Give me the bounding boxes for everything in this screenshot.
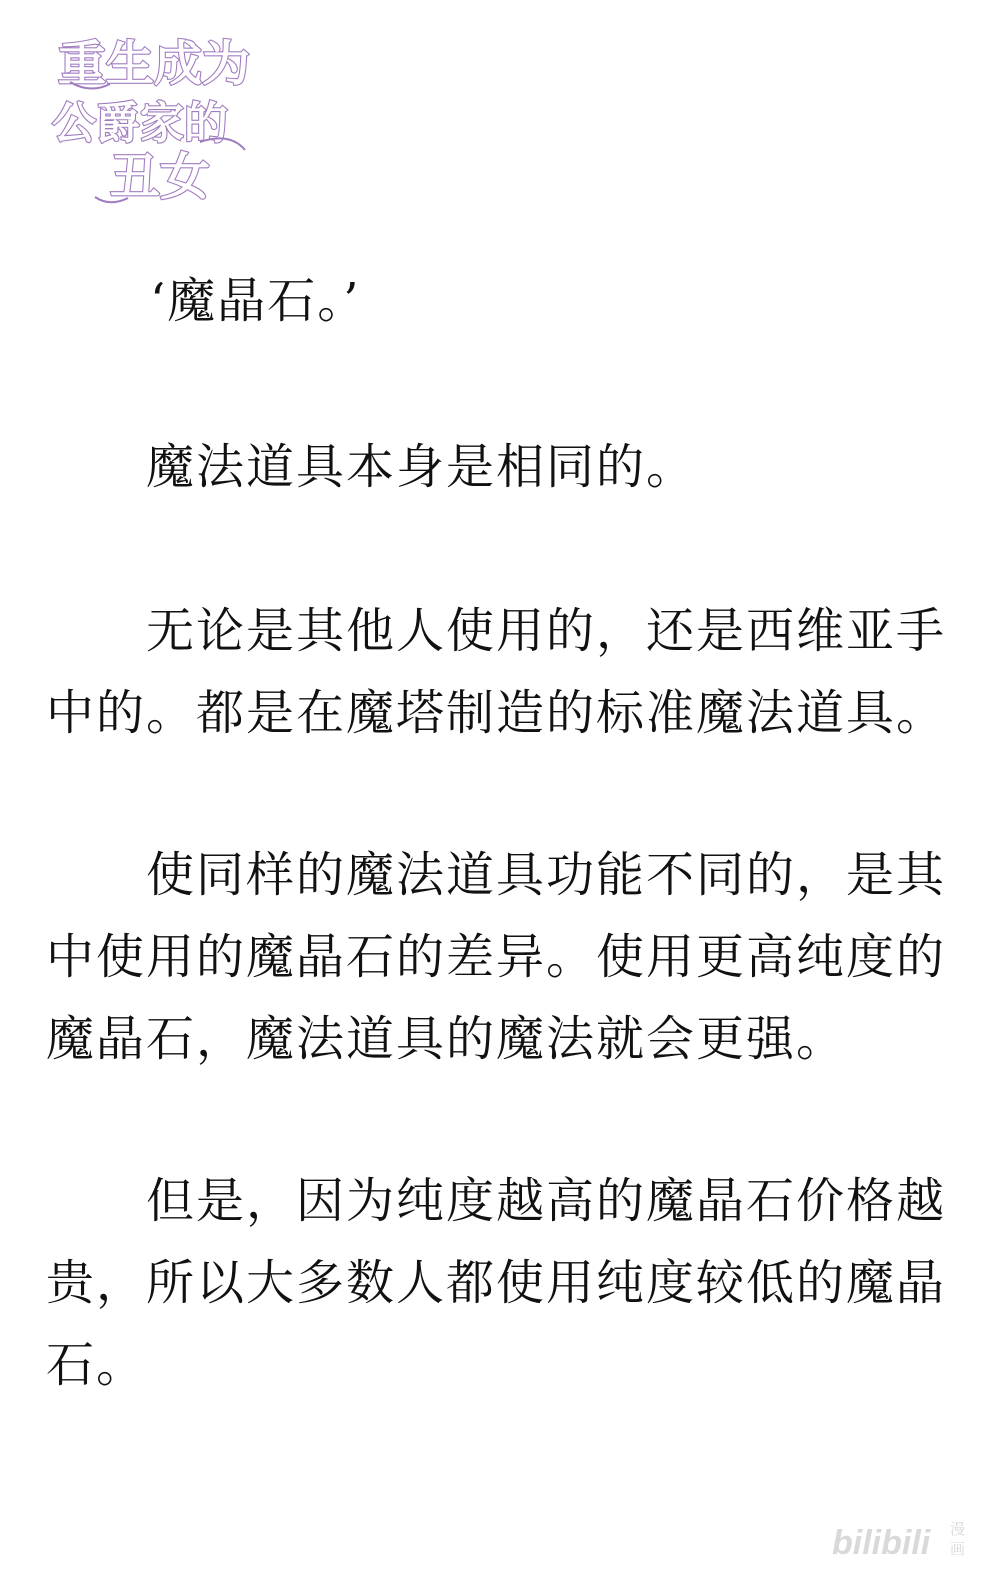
logo-line-3: 丑女 (110, 147, 210, 206)
watermark-suffix-2: 画 (950, 1540, 966, 1558)
paragraph-3: 无论是其他人使用的，还是西维亚手中的。都是在魔塔制造的标准魔法道具。 (46, 603, 947, 741)
paragraph-4: 使同样的魔法道具功能不同的，是其中使用的魔晶石的差异。使用更高纯度的魔晶石，魔法道具的魔法就会更强。 (46, 847, 947, 1067)
series-logo-lettering (50, 22, 260, 207)
series-logo (50, 22, 260, 207)
watermark-text: bilibili (832, 1524, 931, 1562)
paragraph-1: ‘魔晶石。’ (150, 273, 361, 329)
logo-line-1: 重生成为 (58, 36, 251, 92)
watermark-logo (832, 1508, 982, 1568)
bilibili-manga-watermark (832, 1508, 982, 1568)
paragraph-5: 但是，因为纯度越高的魔晶石价格越贵，所以大多数人都使用纯度较低的魔晶石。 (46, 1173, 947, 1393)
watermark-suffix-1: 漫 (950, 1520, 966, 1538)
paragraph-2: 魔法道具本身是相同的。 (146, 439, 697, 495)
logo-line-2: 公爵家的 (52, 98, 228, 149)
